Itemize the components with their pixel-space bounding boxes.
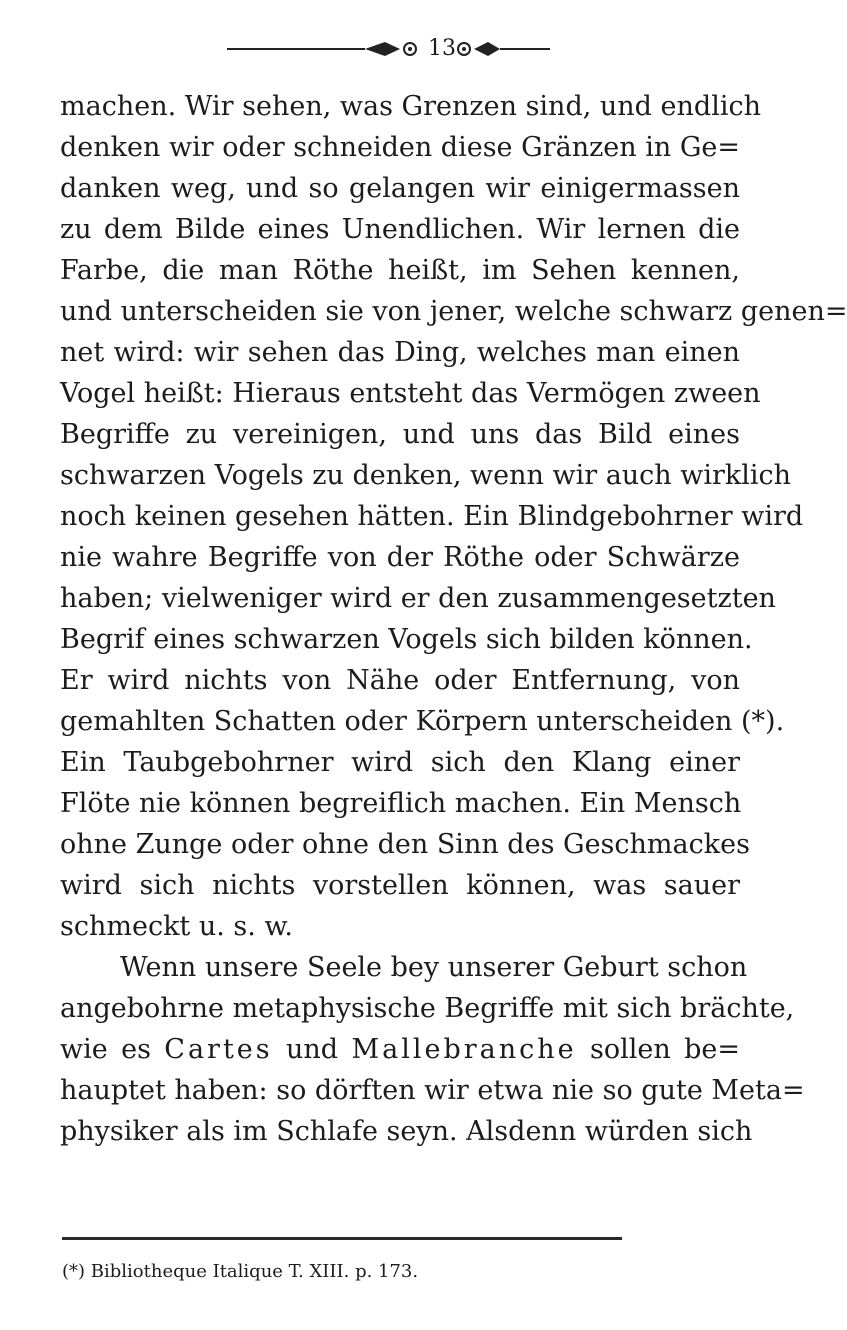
page-header <box>0 30 800 66</box>
text-line: gemahlten Schatten oder Körpern unterscheiden (*). <box>60 706 785 737</box>
text-line: Farbe, die man Röthe heißt, im Sehen kennen, <box>60 255 740 286</box>
text-line: hauptet haben: so dörften wir etwa nie so gute Meta= <box>60 1075 805 1106</box>
right-ornament-icon <box>452 40 552 58</box>
text-line: Flöte nie können begreiflich machen. Ein Mensch <box>60 788 742 819</box>
text-line: angebohrne metaphysische Begriffe mit sich brächte, <box>60 993 795 1024</box>
text-line: denken wir oder schneiden diese Gränzen in Ge= <box>60 132 741 163</box>
text-line: haben; vielweniger wird er den zusammengesetzten <box>60 583 776 614</box>
text-line: ohne Zunge oder ohne den Sinn des Geschmackes <box>60 829 750 860</box>
text-line: physiker als im Schlafe seyn. Alsdenn würden sich <box>60 1116 753 1147</box>
text-line: net wird: wir sehen das Ding, welches man einen <box>60 337 740 368</box>
text-line: Begrif eines schwarzen Vogels sich bilden können. <box>60 624 753 655</box>
text-fragment: und <box>272 1034 352 1065</box>
spaced-name-cartes: Cartes <box>164 1034 273 1065</box>
spaced-name-mallebranche: Mallebranche <box>351 1034 577 1065</box>
text-line: noch keinen gesehen hätten. Ein Blindgebohrner wird <box>60 501 804 532</box>
page-number: 13 <box>428 36 456 61</box>
text-fragment: sollen be= <box>576 1034 740 1065</box>
text-line: wird sich nichts vorstellen können, was sauer <box>60 870 740 901</box>
text-line: schwarzen Vogels zu denken, wenn wir auch wirklich <box>60 460 792 491</box>
footnote-rule <box>62 1237 622 1240</box>
text-line-with-names <box>60 1029 740 1070</box>
footnote: (*) Bibliotheque Italique T. XIII. p. 173. <box>62 1261 419 1282</box>
text-line: Begriffe zu vereinigen, und uns das Bild eines <box>60 419 740 450</box>
text-line: danken weg, und so gelangen wir einigermassen <box>60 173 740 204</box>
text-line: schmeckt u. s. w. <box>60 911 293 942</box>
text-line: und unterscheiden sie von jener, welche schwarz genen= <box>60 296 847 327</box>
left-ornament-icon <box>225 40 425 58</box>
paragraph-start-line: Wenn unsere Seele bey unserer Geburt schon <box>120 952 748 983</box>
text-line: nie wahre Begriffe von der Röthe oder Schwärze <box>60 542 740 573</box>
main-text <box>60 86 847 1152</box>
text-line: Vogel heißt: Hieraus entsteht das Vermögen zween <box>60 378 761 409</box>
text-fragment: wie es <box>60 1034 165 1065</box>
text-line: Ein Taubgebohrner wird sich den Klang einer <box>60 747 740 778</box>
text-line: zu dem Bilde eines Unendlichen. Wir lernen die <box>60 214 740 245</box>
text-line: Er wird nichts von Nähe oder Entfernung, von <box>60 665 740 696</box>
text-line: machen. Wir sehen, was Grenzen sind, und endlich <box>60 91 761 122</box>
